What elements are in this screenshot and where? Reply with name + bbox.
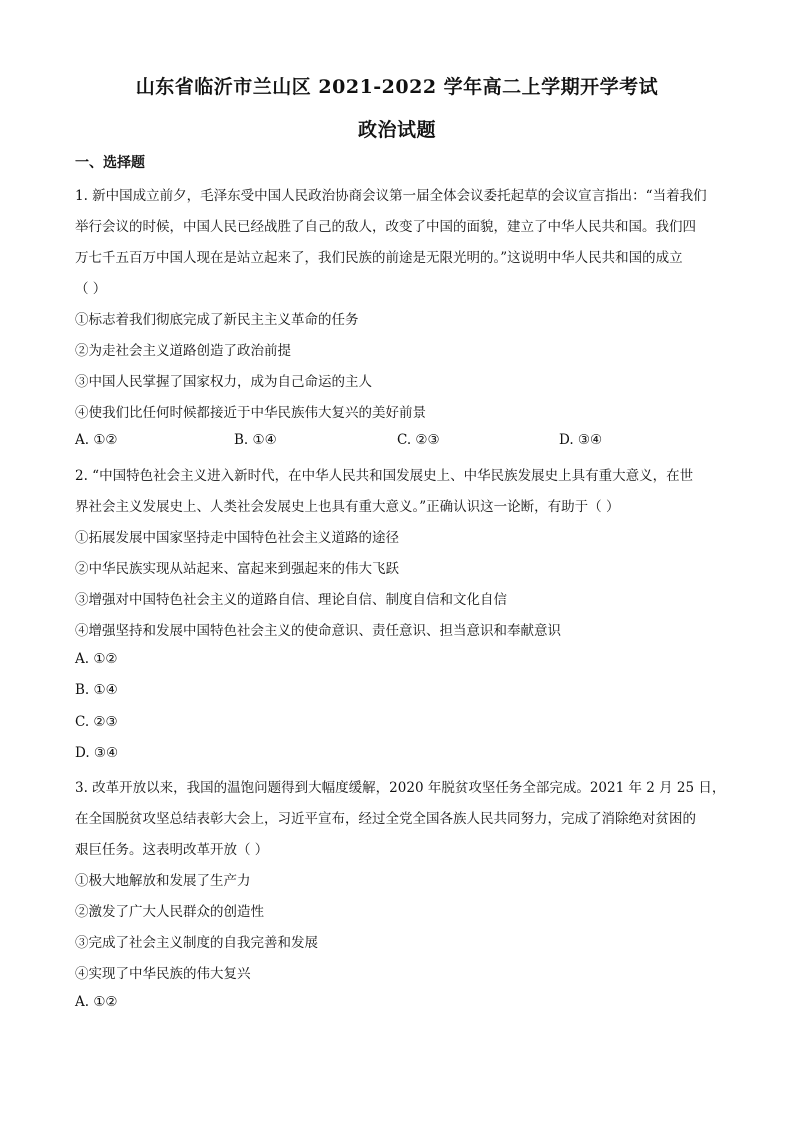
q1-option-d[interactable]: D. ③④ xyxy=(559,432,603,448)
q2-stem-line: 界社会主义发展史上、人类社会发展史上也具有重大意义。”正确认识这一论断，有助于（ ） xyxy=(75,499,620,515)
q2-item: ①拓展发展中国家坚持走中国特色社会主义道路的途径 xyxy=(75,530,399,546)
q1-option-c[interactable]: C. ②③ xyxy=(397,432,440,448)
q2-item: ②中华民族实现从站起来、富起来到强起来的伟大飞跃 xyxy=(75,561,399,577)
q3-item: ②激发了广大人民群众的创造性 xyxy=(75,904,264,920)
q2-item: ④增强坚持和发展中国特色社会主义的使命意识、责任意识、担当意识和奉献意识 xyxy=(75,623,561,639)
q2-option-a[interactable]: A. ①② xyxy=(75,651,118,667)
q1-stem-line: 举行会议的时候，中国人民已经战胜了自己的敌人，改变了中国的面貌，建立了中华人民共和国。我们四 xyxy=(75,219,696,235)
q1-item: ②为走社会主义道路创造了政治前提 xyxy=(75,343,291,359)
q1-stem-line: 万七千五百万中国人现在是站立起来了，我们民族的前途是无限光明的。”这说明中华人民共和国的成立 xyxy=(75,250,683,266)
q2-option-c[interactable]: C. ②③ xyxy=(75,714,118,730)
section-heading: 一、选择题 xyxy=(75,155,145,171)
q3-option-a[interactable]: A. ①② xyxy=(75,994,118,1010)
q3-item: ④实现了中华民族的伟大复兴 xyxy=(75,966,251,982)
q2-option-d[interactable]: D. ③④ xyxy=(75,745,119,761)
q3-item: ③完成了社会主义制度的自我完善和发展 xyxy=(75,935,318,951)
q1-stem-line: 1. 新中国成立前夕，毛泽东受中国人民政治协商会议第一届全体会议委托起草的会议宣言指出：“当着我们 xyxy=(75,188,707,204)
q1-option-a[interactable]: A. ①② xyxy=(75,432,118,448)
q2-stem-line: 2. “中国特色社会主义进入新时代，在中华人民共和国发展史上、中华民族发展史上具有重大意义，在世 xyxy=(75,468,694,484)
q1-item: ④使我们比任何时候都接近于中华民族伟大复兴的美好前景 xyxy=(75,405,426,421)
q2-option-b[interactable]: B. ①④ xyxy=(75,682,118,698)
q3-stem-line: 在全国脱贫攻坚总结表彰大会上，习近平宣布，经过全党全国各族人民共同努力，完成了消除绝对贫困的 xyxy=(75,811,696,827)
exam-subtitle: 政治试题 xyxy=(357,119,436,141)
q1-item: ①标志着我们彻底完成了新民主主义革命的任务 xyxy=(75,312,359,328)
q3-stem-line: 3. 改革开放以来，我国的温饱问题得到大幅度缓解，2020 年脱贫攻坚任务全部完成。2021 年 2 月 25 日， xyxy=(75,780,726,796)
q1-item: ③中国人民掌握了国家权力，成为自己命运的主人 xyxy=(75,374,372,390)
q3-item: ①极大地解放和发展了生产力 xyxy=(75,873,251,889)
q2-item: ③增强对中国特色社会主义的道路自信、理论自信、制度自信和文化自信 xyxy=(75,592,507,608)
q3-stem-line: 艰巨任务。这表明改革开放（ ） xyxy=(75,842,269,858)
q1-stem-line: （ ） xyxy=(75,281,107,297)
q1-option-b[interactable]: B. ①④ xyxy=(234,432,277,448)
exam-title: 山东省临沂市兰山区 2021-2022 学年高二上学期开学考试 xyxy=(135,76,659,98)
